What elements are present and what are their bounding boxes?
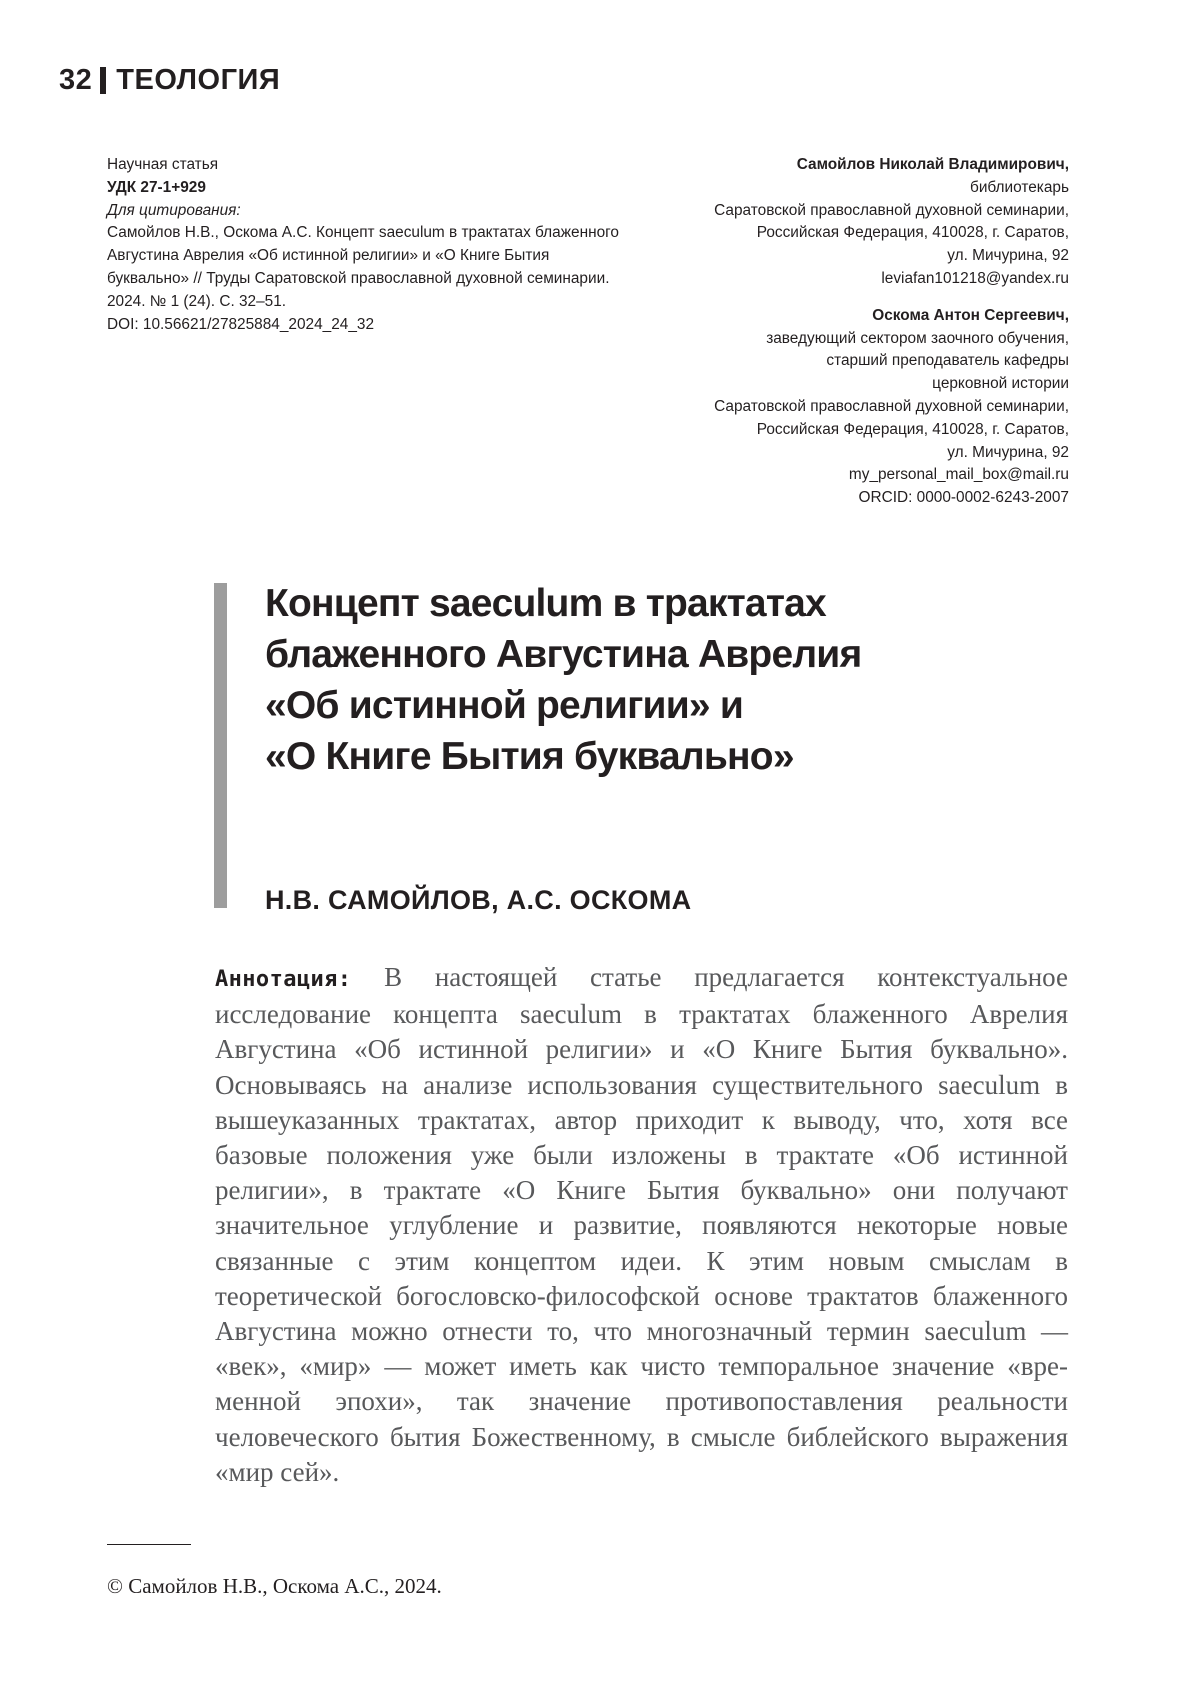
title-accent-bar	[214, 583, 227, 908]
author-position: церковной истории	[932, 375, 1069, 393]
header-separator	[100, 67, 106, 94]
article-title	[265, 578, 1025, 782]
article-type: Научная статья	[107, 156, 219, 173]
footnote-divider	[107, 1544, 191, 1545]
citation-line: Августина Аврелия «Об истинной религии» и «О Книге Бытия	[107, 247, 550, 265]
title-line: Концепт saeculum в трактатах	[265, 582, 826, 625]
abstract-label: Аннотация:	[215, 967, 352, 992]
citation-line: 2024. № 1 (24). С. 32–51.	[107, 292, 287, 310]
author-info	[509, 154, 1069, 510]
author-email: my_personal_mail_box@mail.ru	[848, 466, 1069, 484]
author-oskoma	[509, 305, 1069, 510]
title-line: блаженного Августина Аврелия	[265, 633, 862, 676]
author-name: Самойлов Николай Владимирович,	[796, 156, 1069, 173]
author-position: старший преподаватель кафедры	[826, 352, 1069, 370]
author-address: Российская Федерация, 410028, г. Саратов,	[756, 224, 1069, 242]
title-line: «Об истинной религии» и	[265, 684, 743, 727]
doi: DOI: 10.56621/27825884_2024_24_32	[107, 315, 375, 333]
author-name: Оскома Антон Сергеевич,	[872, 306, 1069, 324]
author-address: ул. Мичурина, 92	[947, 443, 1069, 461]
author-address: ул. Мичурина, 92	[947, 247, 1069, 265]
author-affiliation: Саратовской православной духовной семинарии,	[714, 397, 1069, 415]
author-position: библиотекарь	[970, 178, 1069, 196]
copyright-notice: © Самойлов Н.В., Оскома А.С., 2024.	[107, 1574, 442, 1598]
page-number: 32	[59, 64, 93, 96]
author-position: заведующий сектором заочного обучения,	[766, 329, 1069, 347]
article-authors: Н.В. САМОЙЛОВ, А.С. ОСКОМА	[265, 885, 692, 915]
author-address: Российская Федерация, 410028, г. Саратов,	[756, 420, 1069, 438]
abstract	[215, 960, 1068, 1490]
title-line: «О Книге Бытия буквально»	[265, 735, 794, 778]
abstract-text: В настоящей статье предлагается контекстуальное исследование концепта saeculum в трактатах блаженного Аврелия Августина «Об истинной религии» и «О Книге Бытия буквально». Основываясь на анализе использования существительного saeculum в вышеуказанных трактатах, автор приходит к выводу, что, хотя все базовые положения уже были изложены в трактате «Об истинной религии», в трактате «О Книге Бытия буквально» они получают значительное углубление и развитие, появляются некоторые новые связанные с этим концептом идеи. К этим новым смыслам в теоретической богословско-философской основе трактатов блаженного Августина можно отнести то, что многозначный термин saeculum — «век», «мир» — может иметь как чисто темпоральное значение «временной эпохи», так значение противопоставления реальности человеческого бытия Божественному, в смысле библейского выражения «мир сей».	[215, 962, 1068, 1487]
author-affiliation: Саратовской православной духовной семинарии,	[714, 201, 1069, 219]
citation-line: буквально» // Труды Саратовской православной духовной семинарии.	[107, 269, 610, 287]
section-title: ТЕОЛОГИЯ	[116, 64, 281, 96]
udc-code: УДК 27-1+929	[107, 178, 206, 196]
author-email: leviafan101218@yandex.ru	[881, 269, 1069, 287]
running-head	[59, 64, 280, 97]
author-samoylov	[509, 154, 1069, 291]
citation-line: Самойлов Н.В., Оскома А.С. Концепт saeculum в трактатах блаженного	[107, 224, 619, 242]
citation-label: Для цитирования:	[107, 201, 241, 219]
author-orcid: ORCID: 0000-0002-6243-2007	[858, 489, 1069, 507]
